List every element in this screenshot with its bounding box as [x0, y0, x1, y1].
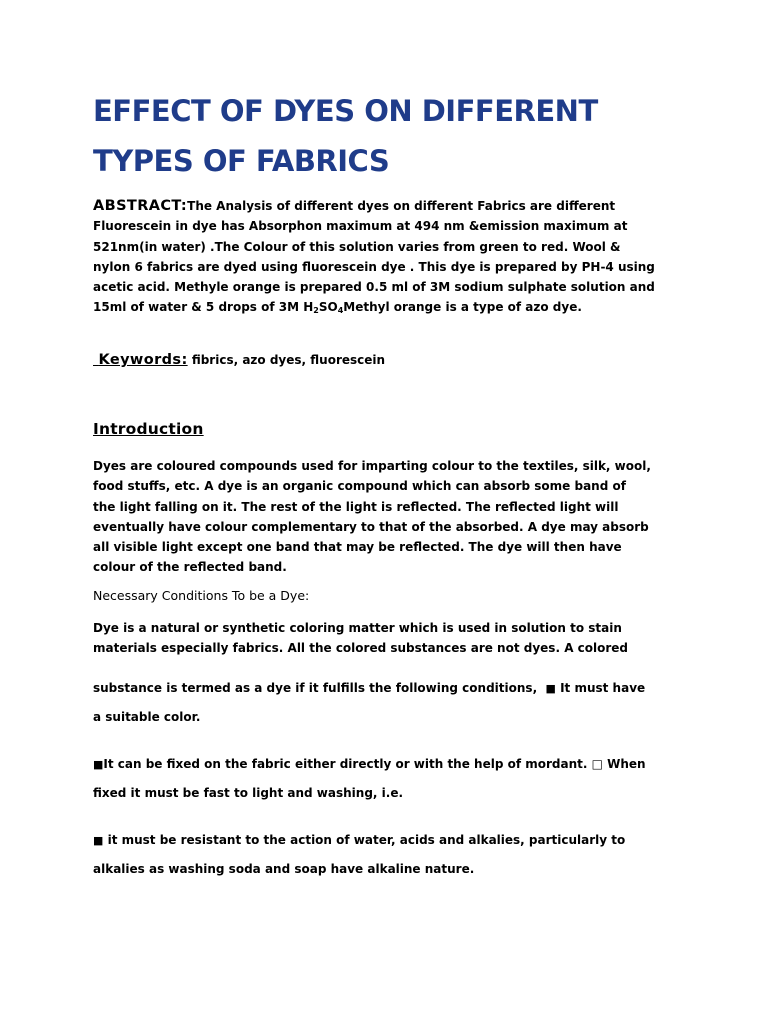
condition-bullet-3: [93, 826, 693, 883]
abstract-label: ABSTRACT:: [93, 198, 188, 214]
intro-line-6: colour of the reflected band.: [93, 560, 287, 575]
conditions-p2-line-1-end: It must have: [555, 681, 646, 695]
document-title: [93, 86, 653, 186]
bullet-icon: ■: [93, 758, 104, 771]
bullet-icon: ■: [93, 834, 104, 847]
condition-3-line-2: alkalies as washing soda and soap have alkaline nature.: [93, 862, 475, 876]
introduction-paragraph: [93, 456, 693, 578]
intro-line-1: Dyes are coloured compounds used for imparting colour to the textiles, silk, wool,: [93, 459, 651, 473]
abstract-line-5: acetic acid. Methyle orange is prepared 0.5 ml of 3M sodium sulphate solution and: [93, 280, 655, 295]
keywords-line: [93, 350, 693, 370]
conditions-p1-line-1: Dye is a natural or synthetic coloring matter which is used in solution to stain: [93, 621, 622, 635]
title-line-1: EFFECT OF DYES ON DIFFERENT: [93, 94, 598, 128]
intro-line-4: eventually have colour complementary to that of the absorbed. A dye may absorb: [93, 519, 649, 534]
intro-line-2: food stuffs, etc. A dye is an organic compound which can absorb some band of: [93, 479, 626, 494]
conditions-heading: Necessary Conditions To be a Dye:: [93, 588, 310, 603]
keywords-text: fibrics, azo dyes, fluorescein: [187, 353, 386, 367]
keywords-label: Keywords:: [98, 352, 188, 368]
intro-line-3: the light falling on it. The rest of the light is reflected. The reflected light will: [93, 499, 619, 514]
conditions-p1-line-2: materials especially fabrics. All the colored substances are not dyes. A colored: [93, 641, 629, 656]
condition-bullet-2: [93, 750, 693, 807]
condition-3-line-1: it must be resistant to the action of water, acids and alkalies, particularly to: [103, 833, 626, 847]
conditions-paragraph-1: [93, 618, 693, 659]
conditions-p2-line-2: a suitable color.: [93, 710, 201, 724]
abstract-line-1: The Analysis of different dyes on different Fabrics are different: [187, 199, 616, 213]
abstract-line-2: Fluorescein in dye has Absorphon maximum at 494 nm &emission maximum at: [93, 219, 628, 234]
intro-line-5: all visible light except one band that may be reflected. The dye will then have: [93, 540, 622, 555]
conditions-p2-line-1: substance is termed as a dye if it fulfills the following conditions,: [93, 681, 538, 695]
abstract-paragraph: [93, 196, 693, 322]
abstract-line-3: 521nm(in water) .The Colour of this solution varies from green to red. Wool &: [93, 239, 621, 254]
conditions-paragraph-2: [93, 674, 693, 731]
abstract-line-6: 15ml of water & 5 drops of 3M $H_2SO_4Methyl$ orange is a type of azo dye.: [93, 300, 582, 316]
condition-2-line-1: It can be fixed on the fabric either directly or with the help of mordant. □ When: [103, 757, 646, 771]
condition-2-line-2: fixed it must be fast to light and washing, i.e.: [93, 786, 404, 800]
introduction-heading: Introduction: [93, 420, 204, 438]
abstract-line-4: nylon 6 fabrics are dyed using fluorescein dye . This dye is prepared by PH-4 using: [93, 259, 655, 274]
bullet-icon: ■: [545, 682, 556, 695]
title-line-2: TYPES OF FABRICS: [93, 144, 390, 178]
